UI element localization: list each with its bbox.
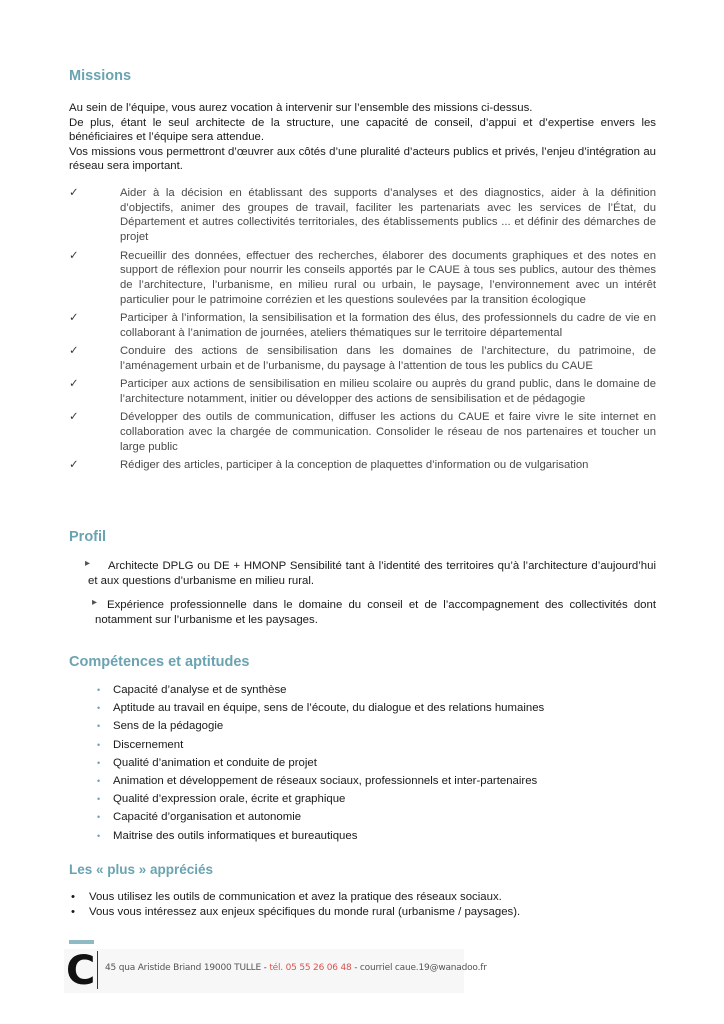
checkmark-icon: ✓ xyxy=(69,249,79,262)
footer xyxy=(64,948,487,994)
profil-heading: Profil xyxy=(69,529,107,545)
missions-heading: Missions xyxy=(69,68,132,84)
checkmark-icon: ✓ xyxy=(69,378,79,391)
missions-paragraph: Vos missions vous permettront d’œuvrer aux côtés d’une pluralité d’acteurs publics et privés, l’enjeu d’intégration au réseau sera important. xyxy=(69,145,656,172)
list-item: ✓ Aider à la décision en établissant des supports d’analyses et des diagnostics, aider à la définition d’objectifs, animer des groupes de travail, faciliter les partenariats avec les services de l’État, du Département et autres collectivités territoriales, des établissements publics ... et définir des démarches de projet xyxy=(69,187,656,244)
missions-list xyxy=(69,186,656,476)
profil-item: ▸ Expérience professionnelle dans le domaine du conseil et de l’accompagnement des collectivités dont notamment sur l’urbanisme et les paysages. xyxy=(92,597,656,626)
checkmark-icon: ✓ xyxy=(69,187,79,199)
checkmark-icon: ✓ xyxy=(69,411,79,424)
bullet-icon: • xyxy=(97,757,101,768)
profil-item: ▸ Architecte DPLG ou DE + HMONP Sensibilité tant à l’identité des territoires qu’à l’architecture d’aujourd’hui et aux questions d’urbanisme en milieu rural. xyxy=(85,558,656,587)
list-item: • Sens de la pédagogie xyxy=(97,717,544,735)
plus-list xyxy=(69,890,659,920)
list-item: ✓ Participer à l’information, la sensibilisation et la formation des élus, des professionnels du cadre de vie en collaborant à l’animation de journées, ateliers thématiques sur le territoire départemental xyxy=(69,312,656,339)
list-item: • Capacité d’organisation et autonomie xyxy=(97,808,544,826)
checkmark-icon: ✓ xyxy=(69,345,79,358)
footer-divider xyxy=(69,940,94,944)
list-item: • Animation et développement de réseaux sociaux, professionnels et inter-partenaires xyxy=(97,772,544,790)
triangle-bullet-icon: ▸ xyxy=(92,597,98,608)
bullet-icon: • xyxy=(97,703,101,714)
checkmark-icon: ✓ xyxy=(69,312,79,324)
list-item: • Maitrise des outils informatiques et bureautiques xyxy=(97,827,544,845)
bullet-icon: • xyxy=(97,721,101,732)
bullet-icon: • xyxy=(97,830,101,841)
triangle-bullet-icon: ▸ xyxy=(85,558,91,569)
list-item: ✓ Participer aux actions de sensibilisation en milieu scolaire ou auprès du grand public, dans le domaine de l’architecture notamment, initier ou développer des actions de sensibilisation et de pédagogie xyxy=(69,378,656,405)
bullet-icon: • xyxy=(71,906,75,919)
missions-paragraph: Au sein de l’équipe, vous aurez vocation à intervenir sur l’ensemble des missions ci-dessus. xyxy=(69,102,533,114)
bullet-icon: • xyxy=(97,776,101,787)
missions-paragraph: De plus, étant le seul architecte de la structure, une capacité de conseil, d’appui et d’expertise envers les bénéficiaires et l’équipe sera attendue. xyxy=(69,116,656,143)
footer-separator xyxy=(97,951,98,989)
list-item: • Vous vous intéressez aux enjeux spécifiques du monde rural (urbanisme / paysages). xyxy=(69,905,659,920)
bullet-icon: • xyxy=(97,685,101,695)
bullet-icon: • xyxy=(97,739,101,750)
plus-heading: Les « plus » appréciés xyxy=(69,862,214,877)
list-item: ✓ Conduire des actions de sensibilisation dans les domaines de l’architecture, du patrimoine, de l’aménagement urbain et de l’urbanisme, du paysage à l’attention de tous les publics du CAUE xyxy=(69,345,656,372)
list-item: ✓ Rédiger des articles, participer à la conception de plaquettes d’information ou de vulgarisation xyxy=(69,459,589,472)
footer-email: - courriel caue.19@wanadoo.fr xyxy=(351,963,487,973)
caue-logo: C xyxy=(66,948,96,994)
bullet-icon: • xyxy=(97,812,101,823)
list-item: • Vous utilisez les outils de communication et avez la pratique des réseaux sociaux. xyxy=(69,890,659,905)
list-item: • Aptitude au travail en équipe, sens de l’écoute, du dialogue et des relations humaines xyxy=(97,699,544,717)
bullet-icon: • xyxy=(97,794,101,805)
list-item: • Qualité d’expression orale, écrite et graphique xyxy=(97,790,544,808)
bullet-icon: • xyxy=(71,891,75,903)
competences-list xyxy=(97,681,544,845)
list-item: ✓ Recueillir des données, effectuer des recherches, élaborer des documents graphiques et des notes en support de réflexion pour nourrir les conseils apportés par le CAUE à tous ses publics, autour des thèmes de l’architecture, l’urbanisme, en milieu rural ou urbain, le paysage, l’environnement avec un intérêt particulier pour le patrimoine corrézien et les questions soulevées par la transition écologique xyxy=(69,249,656,306)
list-item: ✓ Développer des outils de communication, diffuser les actions du CAUE et faire vivre le site internet en collaboration avec la chargée de communication. Consolider le réseau de nos partenaires et toucher un large public xyxy=(69,411,656,453)
footer-contact xyxy=(105,963,487,973)
competences-heading: Compétences et aptitudes xyxy=(69,654,250,670)
checkmark-icon: ✓ xyxy=(69,459,79,472)
list-item: • Capacité d’analyse et de synthèse xyxy=(97,681,544,699)
footer-address: 45 qua Aristide Briand 19000 TULLE - xyxy=(105,963,270,973)
footer-phone: tél. 05 55 26 06 48 xyxy=(269,963,352,973)
list-item: • Discernement xyxy=(97,736,544,754)
list-item: • Qualité d’animation et conduite de projet xyxy=(97,754,544,772)
